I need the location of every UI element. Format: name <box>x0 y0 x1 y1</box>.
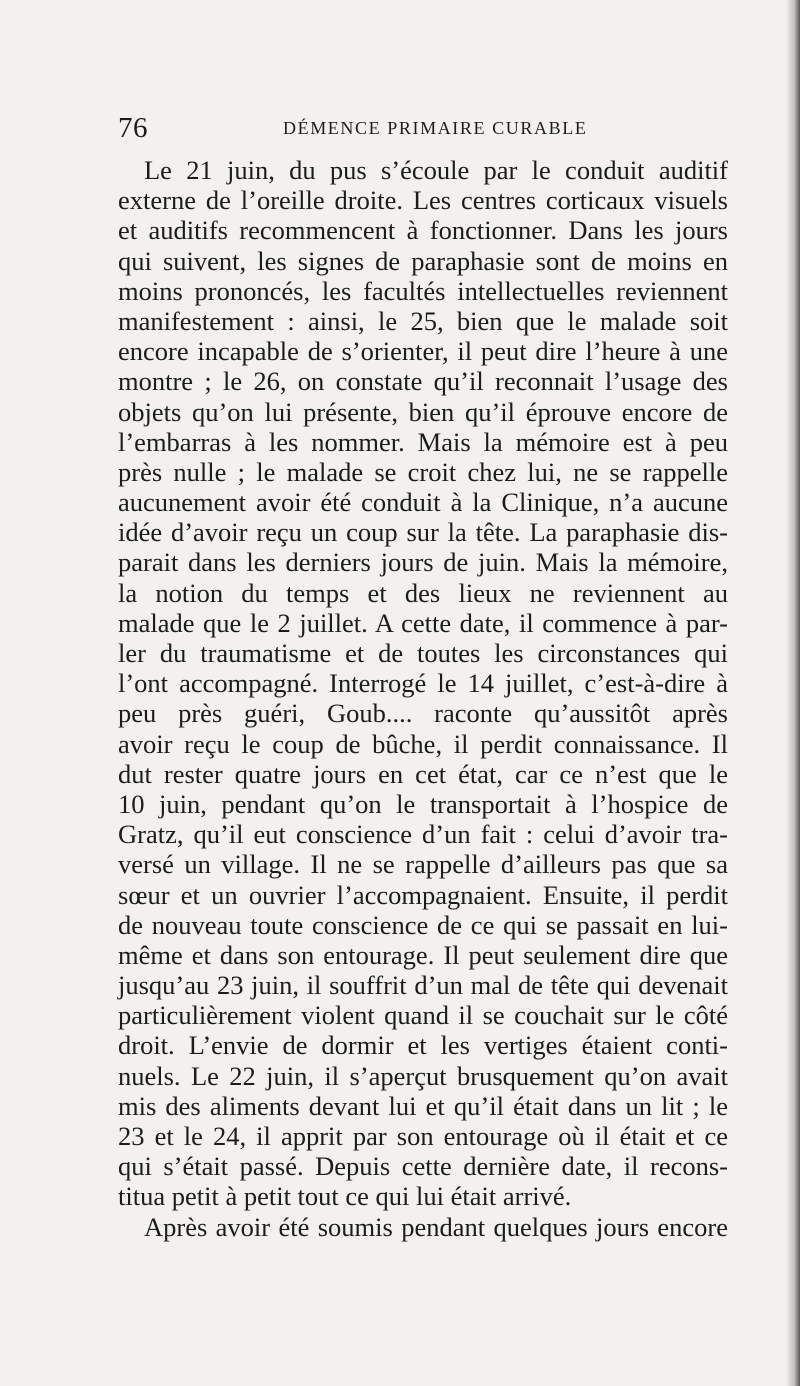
text-line: Gratz, qu’il eut conscience d’un fait : celui d’avoir tra- <box>118 819 728 850</box>
text-line: idée d’avoir reçu un coup sur la tête. La paraphasie dis- <box>118 517 728 548</box>
text-line: de nouveau toute conscience de ce qui se passait en lui- <box>118 909 728 940</box>
page-header <box>118 112 728 146</box>
text-line: l’embarras à les nommer. Mais la mémoire est à peu <box>118 426 728 457</box>
text-line: jusqu’au 23 juin, il souffrit d’un mal de tête qui devenait <box>118 970 728 1001</box>
text-line: parait dans les derniers jours de juin. Mais la mémoire, <box>118 547 728 578</box>
text-line: malade que le 2 juillet. A cette date, il commence à par- <box>118 607 728 638</box>
text-line: encore incapable de s’orienter, il peut dire l’heure à une <box>118 336 728 367</box>
text-line: 23 et le 24, il apprit par son entourage où il était et ce <box>118 1121 728 1151</box>
text-line: versé un village. Il ne se rappelle d’ailleurs pas que sa <box>118 849 728 880</box>
text-line: qui s’était passé. Depuis cette dernière date, il recons- <box>118 1151 728 1182</box>
text-line: externe de l’oreille droite. Les centres corticaux visuels <box>118 185 728 216</box>
text-line: montre ; le 26, on constate qu’il reconnait l’usage des <box>118 366 728 397</box>
text-line: aucunement avoir été conduit à la Clinique, n’a aucune <box>118 487 728 518</box>
running-head: DÉMENCE PRIMAIRE CURABLE <box>283 118 588 138</box>
text-line: titua petit à petit tout ce qui lui était arrivé. <box>118 1181 572 1212</box>
text-line: près nulle ; le malade se croit chez lui, ne se rappelle <box>118 456 728 487</box>
text-line: nuels. Le 22 juin, il s’aperçut brusquement qu’on avait <box>118 1060 728 1091</box>
text-line: avoir reçu le coup de bûche, il perdit connaissance. Il <box>118 728 728 759</box>
text-line: Après avoir été soumis pendant quelques jours encore <box>144 1211 728 1242</box>
page-edge-shadow <box>786 0 800 1386</box>
text-line: peu près guéri, Goub.... raconte qu’aussitôt après <box>118 698 728 729</box>
text-line: droit. L’envie de dormir et les vertiges étaient conti- <box>118 1030 728 1061</box>
text-line: particulièrement violent quand il se couchait sur le côté <box>118 1000 728 1031</box>
text-line: même et dans son entourage. Il peut seulement dire que <box>118 939 728 970</box>
text-line: qui suivent, les signes de paraphasie sont de moins en <box>118 245 728 276</box>
text-line: Le 21 juin, du pus s’écoule par le conduit auditif <box>144 155 728 185</box>
text-line: manifestement : ainsi, le 25, bien que le malade soit <box>118 305 728 336</box>
text-line: dut rester quatre jours en cet état, car ce n’est que le <box>118 758 728 789</box>
body-text <box>118 155 728 1242</box>
page-number: 76 <box>118 112 148 144</box>
text-line: 10 juin, pendant qu’on le transportait à l’hospice de <box>118 788 728 819</box>
text-line: la notion du temps et des lieux ne reviennent au <box>118 577 728 608</box>
text-line: mis des aliments devant lui et qu’il était dans un lit ; le <box>118 1090 728 1121</box>
text-line: et auditifs recommencent à fonctionner. Dans les jours <box>118 215 728 246</box>
text-line: l’ont accompagné. Interrogé le 14 juillet, c’est-à-dire à <box>118 668 728 699</box>
text-line: objets qu’on lui présente, bien qu’il éprouve encore de <box>118 396 728 427</box>
text-line: moins prononcés, les facultés intellectuelles reviennent <box>118 275 728 306</box>
text-line: ler du traumatisme et de toutes les circonstances qui <box>118 638 728 668</box>
text-line: sœur et un ouvrier l’accompagnaient. Ensuite, il perdit <box>118 879 728 910</box>
